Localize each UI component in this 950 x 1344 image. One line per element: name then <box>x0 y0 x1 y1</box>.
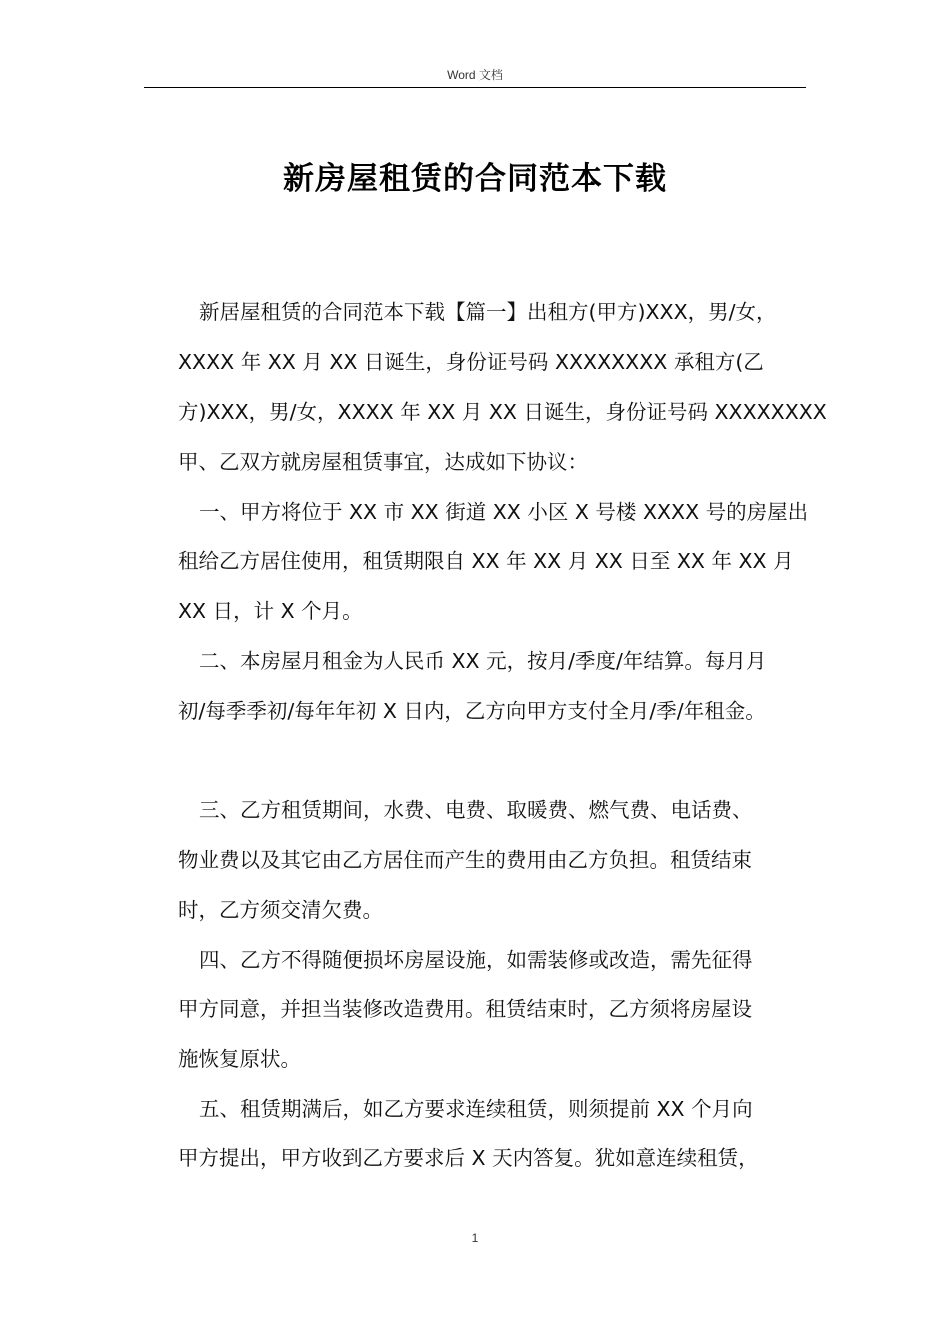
paragraph-line: XXXX 年 XX 月 XX 日诞生，身份证号码 XXXXXXXX 承租方(乙 <box>178 350 764 374</box>
header-rule <box>144 87 806 88</box>
paragraph-line: 二、本房屋月租金为人民币 XX 元，按月/季度/年结算。每月月 <box>199 649 767 673</box>
page-number: 1 <box>471 1231 479 1245</box>
paragraph-line: 租给乙方居住使用，租赁期限自 XX 年 XX 月 XX 日至 XX 年 XX 月 <box>178 549 794 573</box>
paragraph-line: 五、租赁期满后，如乙方要求连续租赁，则须提前 XX 个月向 <box>199 1097 753 1121</box>
paragraph-line: 施恢复原状。 <box>178 1047 301 1071</box>
paragraph-line: XX 日，计 X 个月。 <box>178 599 363 623</box>
paragraph-line: 物业费以及其它由乙方居住而产生的费用由乙方负担。租赁结束 <box>178 848 752 872</box>
document-title: 新房屋租赁的合同范本下载 <box>283 161 667 197</box>
paragraph-line: 三、乙方租赁期间，水费、电费、取暖费、燃气费、电话费、 <box>199 798 753 822</box>
paragraph-line: 初/每季季初/每年年初 X 日内，乙方向甲方支付全月/季/年租金。 <box>178 699 766 723</box>
paragraph-line: 甲方提出，甲方收到乙方要求后 X 天内答复。犹如意连续租赁， <box>178 1146 759 1170</box>
paragraph-line: 方)XXX，男/女，XXXX 年 XX 月 XX 日诞生，身份证号码 XXXXXXXX <box>178 400 827 424</box>
paragraph-line: 四、乙方不得随便损坏房屋设施，如需装修或改造，需先征得 <box>199 948 753 972</box>
paragraph-line: 新居屋租赁的合同范本下载【篇一】出租方(甲方)XXX，男/女， <box>199 300 777 324</box>
paragraph-line: 甲、乙双方就房屋租赁事宜，达成如下协议： <box>178 450 588 474</box>
paragraph-line: 甲方同意，并担当装修改造费用。租赁结束时，乙方须将房屋设 <box>178 997 752 1021</box>
paragraph-line: 一、甲方将位于 XX 市 XX 街道 XX 小区 X 号楼 XXXX 号的房屋出 <box>199 500 809 524</box>
paragraph-line: 时，乙方须交清欠费。 <box>178 898 383 922</box>
page-header: Word 文档 <box>447 68 503 82</box>
